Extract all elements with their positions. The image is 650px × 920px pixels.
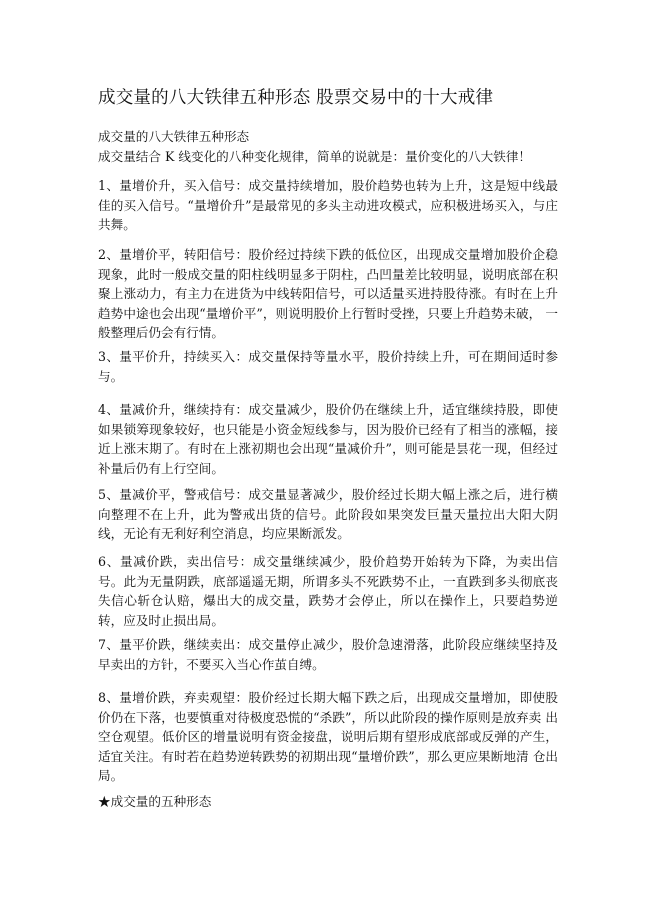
- rule-paragraph-3: 3、量平价升，持续买入：成交量保持等量水平，股价持续上升，可在期间适时参与。: [98, 349, 558, 384]
- intro-block: [98, 127, 558, 166]
- rule-paragraph-1: 1、量增价升，买入信号：成交量持续增加，股价趋势也转为上升，这是短中线最佳的买入信号。“量增价升”是最常见的多头主动进攻模式，应积极进场买入，与庄共舞。: [98, 178, 558, 232]
- section-title: 成交量的八大铁律五种形态: [98, 129, 250, 144]
- rule-paragraph-5: 5、量减价平，警戒信号：成交量显著减少，股价经过长期大幅上涨之后，进行横向整理不在上升，此为警戒出货的信号。此阶段如果突发巨量天量拉出大阳大阴线，无论有无利好利空消息，均应果断派发。: [98, 487, 558, 541]
- rule-paragraph-8: 8、量增价跌，弃卖观望：股价经过长期大幅下跌之后，出现成交量增加，即使股价仍在下落，也要慎重对待极度恐慌的“杀跌”，所以此阶段的操作原则是放弃卖 出空仓观望。低价区的增量说明有资金接盘，说明后期有望形成底部或反弹的产生，适宜关注。有时若在趋势逆转跌势的初期出现“量增价跌”，那么更应果断地清 仓出局。: [98, 690, 558, 783]
- five-forms-heading: ★成交量的五种形态: [98, 794, 212, 809]
- rule-paragraph-7: 7、量平价跌，继续卖出：成交量停止减少，股价急速滑落，此阶段应继续坚持及早卖出的方针，不要买入当心作茧自缚。: [98, 637, 558, 672]
- intro-paragraph: 成交量结合 K 线变化的八种变化规律，简单的说就是：量价变化的八大铁律！: [98, 148, 532, 164]
- rule-paragraph-6: 6、量减价跌，卖出信号：成交量继续减少，股价趋势开始转为下降，为卖出信号。此为无量阴跌，底部遥遥无期，所谓多头不死跌势不止，一直跌到多头彻底丧失信心斩仓认赔，爆出大的成交量，跌势才会停止，所以在操作上，只要趋势逆转，应及时止损出局。: [98, 554, 558, 628]
- rule-paragraph-4: 4、量减价升，继续持有：成交量减少，股价仍在继续上升，适宜继续持股，即使如果锁筹现象较好，也只能是小资金短线参与，因为股价已经有了相当的涨幅，接近上涨末期了。有时在上涨初期也会出现“量减价升”，则可能是昙花一现，但经过补量后仍有上行空间。: [98, 402, 558, 476]
- document-title: 成交量的八大铁律五种形态 股票交易中的十大戒律: [98, 88, 494, 108]
- rule-paragraph-2: 2、量增价平，转阳信号：股价经过持续下跌的低位区，出现成交量增加股价企稳现象，此时一般成交量的阳柱线明显多于阴柱，凸凹量差比较明显，说明底部在积 聚上涨动力，有主力在进货为中线转阳信号，可以适量买进持股待涨。有时在上升趋势中途也会出现“量增价平”，则说明股价上行暂时受挫，只要上升趋势未破， 一般整理后仍会有行情。: [98, 247, 558, 340]
